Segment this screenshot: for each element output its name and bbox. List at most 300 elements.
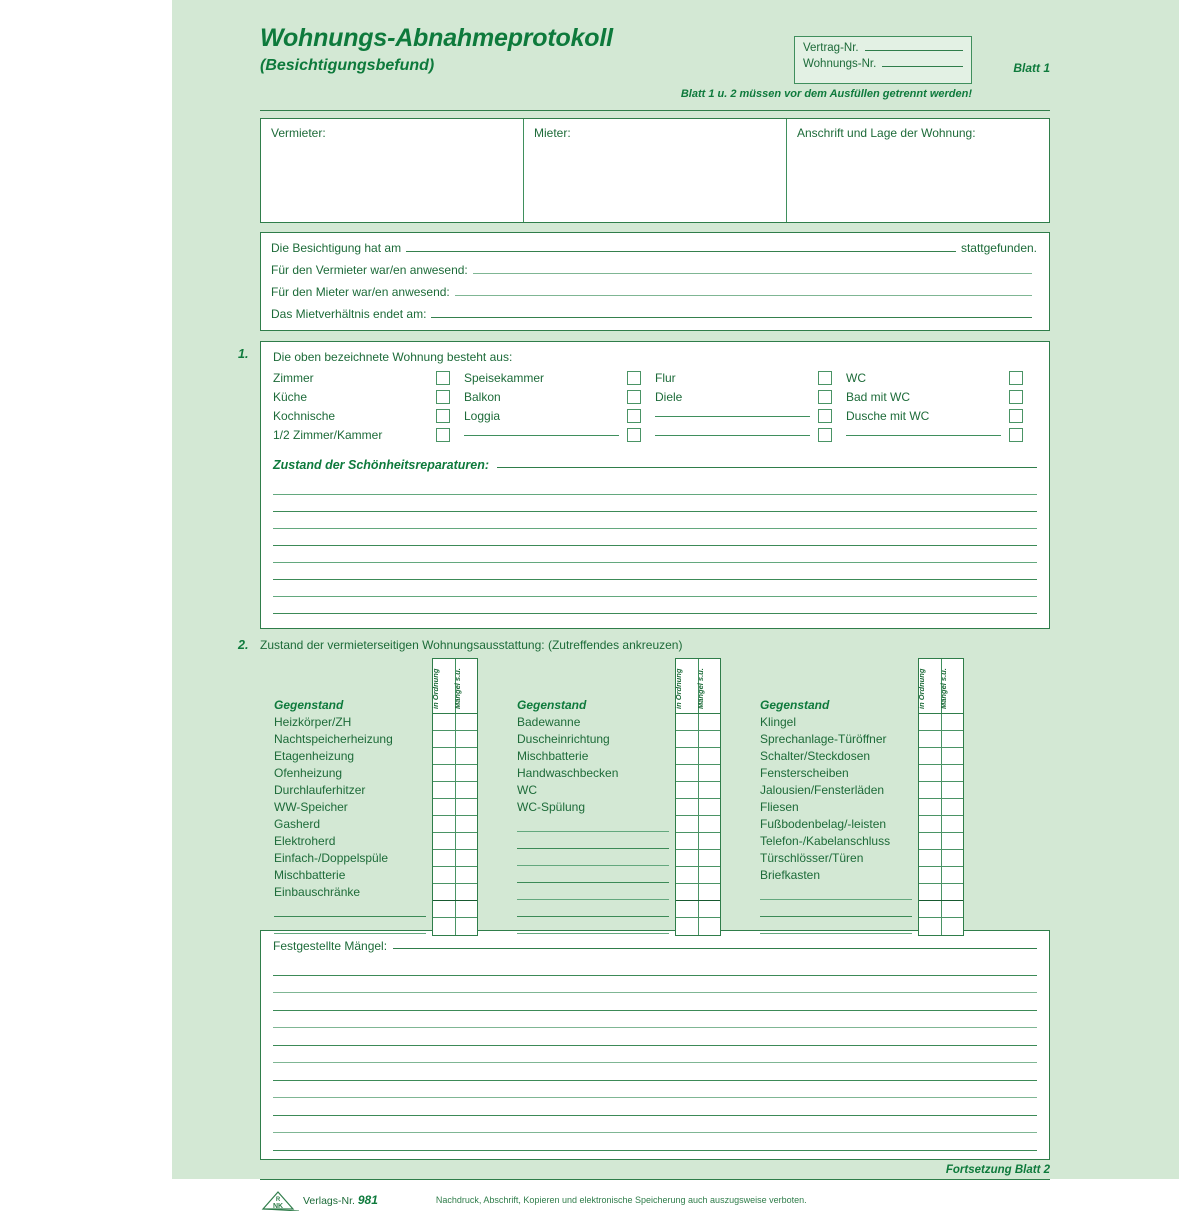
- equipment-item-label: Sprechanlage-Türöffner: [760, 731, 887, 746]
- room-option-blank-input[interactable]: [655, 416, 810, 417]
- checkbox-in-ordnung[interactable]: [919, 731, 942, 747]
- checkbox-maengel[interactable]: [456, 833, 478, 849]
- room-option[interactable]: [846, 428, 1037, 442]
- room-option[interactable]: [846, 371, 1037, 385]
- equipment-grid-header: [673, 659, 720, 714]
- checkbox-in-ordnung[interactable]: [676, 918, 699, 935]
- checkbox-maengel[interactable]: [699, 850, 721, 866]
- room-checkbox[interactable]: [627, 371, 641, 385]
- checkbox-maengel[interactable]: [942, 833, 964, 849]
- defects-box: [260, 930, 1050, 1160]
- wohnungs-nr-row: [803, 58, 963, 70]
- equipment-checkbox-grid: [675, 658, 721, 936]
- equipment-grid-row: [676, 714, 720, 731]
- equipment-grid-body: [433, 714, 477, 935]
- checkbox-maengel[interactable]: [456, 918, 478, 935]
- equipment-grid-row: [919, 799, 963, 816]
- writing-line[interactable]: [273, 546, 1037, 563]
- equipment-item-label: Handwaschbecken: [517, 765, 619, 780]
- inspection-box: [260, 232, 1050, 331]
- writing-line[interactable]: [273, 563, 1037, 580]
- checkbox-in-ordnung[interactable]: [676, 867, 699, 883]
- verlags-nr: 981: [357, 1192, 378, 1207]
- defects-first-input[interactable]: [393, 948, 1037, 949]
- room-checkbox[interactable]: [436, 409, 450, 423]
- checkbox-maengel[interactable]: [699, 765, 721, 781]
- decoration-state-input[interactable]: [497, 467, 1037, 468]
- defects-label: Festgestellte Mängel:: [273, 939, 388, 953]
- equipment-grid-row: [919, 884, 963, 901]
- section-1-box: [260, 341, 1050, 629]
- checkbox-in-ordnung[interactable]: [433, 731, 456, 747]
- column-header-in-ordnung-text: in Ordnung: [673, 668, 683, 709]
- equipment-column-header: Gegenstand: [517, 697, 587, 712]
- equipment-item-label: Fensterscheiben: [760, 765, 849, 780]
- equipment-blank-input[interactable]: [274, 917, 426, 934]
- checkbox-in-ordnung[interactable]: [676, 799, 699, 815]
- tenancy-end-label: Das Mietverhältnis endet am:: [271, 307, 427, 321]
- wohnungs-nr-label: Wohnungs-Nr.: [803, 58, 877, 70]
- room-option[interactable]: [655, 409, 846, 423]
- room-checkbox[interactable]: [627, 409, 641, 423]
- checkbox-maengel[interactable]: [942, 901, 964, 917]
- equipment-grid-header: [430, 659, 477, 714]
- equipment-item-label: Briefkasten: [760, 867, 821, 882]
- writing-line[interactable]: [273, 1046, 1037, 1064]
- checkbox-maengel[interactable]: [456, 765, 478, 781]
- checkbox-in-ordnung[interactable]: [676, 884, 699, 900]
- checkbox-in-ordnung[interactable]: [433, 901, 456, 917]
- checkbox-maengel[interactable]: [456, 731, 478, 747]
- writing-line[interactable]: [273, 1063, 1037, 1081]
- room-option-label: Speisekammer: [464, 371, 545, 385]
- equipment-grid-row: [919, 731, 963, 748]
- equipment-grid-row: [676, 799, 720, 816]
- room-checkbox[interactable]: [1009, 371, 1023, 385]
- equipment-grid-row: [919, 765, 963, 782]
- checkbox-maengel[interactable]: [456, 867, 478, 883]
- room-checkbox[interactable]: [818, 371, 832, 385]
- checkbox-in-ordnung[interactable]: [919, 833, 942, 849]
- room-option[interactable]: [273, 371, 464, 385]
- wohnungs-nr-input[interactable]: [882, 66, 963, 67]
- checkbox-in-ordnung[interactable]: [676, 833, 699, 849]
- landlord-present-label: Für den Vermieter war/en anwesend:: [271, 263, 468, 277]
- room-option[interactable]: [273, 390, 464, 404]
- equipment-grid-row: [919, 748, 963, 765]
- decoration-state-label: Zustand der Schönheitsreparaturen:: [273, 458, 490, 472]
- equipment-grid-row: [919, 901, 963, 918]
- checkbox-maengel[interactable]: [456, 748, 478, 764]
- room-option[interactable]: [273, 428, 464, 442]
- equipment-item-label: WC: [517, 782, 537, 797]
- checkbox-in-ordnung[interactable]: [676, 748, 699, 764]
- equipment-item-label: Jalousien/Fensterläden: [760, 782, 885, 797]
- svg-text:R: R: [275, 1196, 281, 1203]
- checkbox-maengel[interactable]: [699, 782, 721, 798]
- equipment-grid-row: [433, 748, 477, 765]
- column-header-maengel-text: Mängel s.u.: [696, 668, 706, 709]
- room-option-label: 1/2 Zimmer/Kammer: [273, 428, 383, 442]
- parties-box: [260, 118, 1050, 223]
- equipment-grid-row: [433, 782, 477, 799]
- room-option-label: Küche: [273, 390, 308, 404]
- checkbox-maengel[interactable]: [942, 731, 964, 747]
- equipment-item-label: Schalter/Steckdosen: [760, 748, 871, 763]
- equipment-column: [260, 658, 493, 920]
- room-checkbox[interactable]: [818, 409, 832, 423]
- room-checkbox[interactable]: [1009, 428, 1023, 442]
- section-2-lead: Zustand der vermieterseitigen Wohnungsausstattung: (Zutreffendes ankreuzen): [260, 638, 683, 652]
- room-option[interactable]: [273, 409, 464, 423]
- checkbox-maengel[interactable]: [699, 816, 721, 832]
- equipment-item-label: Fußbodenbelag/-leisten: [760, 816, 887, 831]
- checkbox-in-ordnung[interactable]: [433, 799, 456, 815]
- equipment-grid-row: [433, 731, 477, 748]
- equipment-blank-input[interactable]: [760, 917, 912, 934]
- checkbox-in-ordnung[interactable]: [676, 901, 699, 917]
- checkbox-in-ordnung[interactable]: [919, 799, 942, 815]
- room-checkbox[interactable]: [436, 428, 450, 442]
- writing-line[interactable]: [273, 1011, 1037, 1029]
- publisher-logo-icon: [260, 1189, 300, 1211]
- checkbox-in-ordnung[interactable]: [919, 901, 942, 917]
- separation-note: Blatt 1 u. 2 müssen vor dem Ausfüllen getrennt werden!: [680, 88, 972, 100]
- tenant-field[interactable]: [524, 119, 787, 222]
- equipment-item-label: Duscheinrichtung: [517, 731, 610, 746]
- room-option[interactable]: [464, 428, 655, 442]
- equipment-grid-row: [919, 816, 963, 833]
- inspection-date-input[interactable]: [406, 251, 956, 252]
- equipment-checkbox-grid: [918, 658, 964, 936]
- equipment-item-label: Badewanne: [517, 714, 581, 729]
- equipment-grid-row: [676, 731, 720, 748]
- equipment-grid-row: [433, 884, 477, 901]
- room-option-blank-input[interactable]: [846, 435, 1001, 436]
- equipment-grid-row: [919, 867, 963, 884]
- column-header-maengel-text: Mängel s.u.: [453, 668, 463, 709]
- room-option[interactable]: [655, 390, 846, 404]
- defects-writing-lines: [273, 958, 1037, 1151]
- room-checkbox[interactable]: [1009, 409, 1023, 423]
- column-header-maengel: [453, 659, 478, 713]
- checkbox-in-ordnung[interactable]: [919, 816, 942, 832]
- checkbox-in-ordnung[interactable]: [919, 884, 942, 900]
- equipment-item-label: Mischbatterie: [274, 867, 346, 882]
- room-option-label: Diele: [655, 390, 683, 404]
- checkbox-in-ordnung[interactable]: [676, 850, 699, 866]
- equipment-grid-row: [676, 833, 720, 850]
- checkbox-maengel[interactable]: [699, 731, 721, 747]
- room-checkbox[interactable]: [436, 371, 450, 385]
- inspection-date-tail: stattgefunden.: [960, 241, 1037, 255]
- equipment-item-label: Durchlauferhitzer: [274, 782, 366, 797]
- equipment-item-label: Telefon-/Kabelanschluss: [760, 833, 891, 848]
- checkbox-in-ordnung[interactable]: [676, 731, 699, 747]
- inspection-date-row: [271, 241, 1037, 255]
- equipment-grid-row: [433, 833, 477, 850]
- checkbox-maengel[interactable]: [456, 850, 478, 866]
- equipment-column: [746, 658, 979, 920]
- room-option[interactable]: [464, 390, 655, 404]
- footer-divider: [260, 1179, 1050, 1180]
- writing-line[interactable]: [273, 1098, 1037, 1116]
- checkbox-maengel[interactable]: [699, 833, 721, 849]
- equipment-checkbox-grid: [432, 658, 478, 936]
- equipment-grid-row: [676, 884, 720, 901]
- writing-line[interactable]: [273, 1116, 1037, 1134]
- checkbox-maengel[interactable]: [456, 714, 478, 730]
- vertrag-nr-input[interactable]: [865, 50, 963, 51]
- address-label: Anschrift und Lage der Wohnung:: [797, 126, 976, 140]
- room-option-label: Balkon: [464, 390, 501, 404]
- checkbox-in-ordnung[interactable]: [433, 765, 456, 781]
- checkbox-in-ordnung[interactable]: [919, 918, 942, 935]
- section-2-number: 2.: [238, 638, 249, 652]
- checkbox-maengel[interactable]: [942, 714, 964, 730]
- checkbox-maengel[interactable]: [699, 748, 721, 764]
- equipment-blank-input[interactable]: [517, 900, 669, 917]
- writing-line[interactable]: [273, 958, 1037, 976]
- equipment-grid-row: [433, 714, 477, 731]
- page-title: Wohnungs-Abnahmeprotokoll: [260, 24, 613, 52]
- tenancy-end-input[interactable]: [431, 317, 1032, 318]
- writing-line[interactable]: [273, 1133, 1037, 1151]
- equipment-grid-header: [916, 659, 963, 714]
- checkbox-in-ordnung[interactable]: [676, 765, 699, 781]
- landlord-present-row: [271, 263, 1037, 277]
- checkbox-in-ordnung[interactable]: [433, 714, 456, 730]
- equipment-item-label: Nachtspeicherheizung: [274, 731, 393, 746]
- tenant-label: Mieter:: [534, 126, 571, 140]
- landlord-label: Vermieter:: [271, 126, 326, 140]
- equipment-blank-input[interactable]: [274, 900, 426, 917]
- room-checkbox[interactable]: [627, 390, 641, 404]
- checkbox-in-ordnung[interactable]: [433, 850, 456, 866]
- writing-line[interactable]: [273, 529, 1037, 546]
- room-option[interactable]: [846, 409, 1037, 423]
- checkbox-in-ordnung[interactable]: [433, 833, 456, 849]
- equipment-blank-input[interactable]: [517, 917, 669, 934]
- equipment-blank-input[interactable]: [760, 900, 912, 917]
- equipment-grid-row: [919, 833, 963, 850]
- landlord-field[interactable]: [261, 119, 524, 222]
- equipment-label-list: [517, 696, 669, 934]
- checkbox-in-ordnung[interactable]: [433, 884, 456, 900]
- room-option-blank-input[interactable]: [655, 435, 810, 436]
- tenant-present-input[interactable]: [455, 295, 1032, 296]
- landlord-present-input[interactable]: [473, 273, 1032, 274]
- equipment-item-label: Heizkörper/ZH: [274, 714, 352, 729]
- room-option[interactable]: [655, 371, 846, 385]
- checkbox-in-ordnung[interactable]: [676, 782, 699, 798]
- writing-line[interactable]: [273, 993, 1037, 1011]
- checkbox-maengel[interactable]: [942, 867, 964, 883]
- room-option-label: Kochnische: [273, 409, 336, 423]
- room-option-label: Loggia: [464, 409, 501, 423]
- checkbox-in-ordnung[interactable]: [919, 765, 942, 781]
- equipment-grid-row: [433, 765, 477, 782]
- equipment-item-label: Elektroherd: [274, 833, 336, 848]
- equipment-item-label: Einfach-/Doppelspüle: [274, 850, 389, 865]
- equipment-grid-row: [433, 850, 477, 867]
- equipment-item-label: Gasherd: [274, 816, 321, 831]
- checkbox-in-ordnung[interactable]: [433, 867, 456, 883]
- equipment-grid-row: [676, 765, 720, 782]
- section-1-number: 1.: [238, 347, 249, 361]
- column-header-maengel: [696, 659, 721, 713]
- equipment-grid-body: [919, 714, 963, 935]
- copyright-note: Nachdruck, Abschrift, Kopieren und elektronische Speicherung auch auszugsweise verboten.: [435, 1194, 807, 1205]
- writing-line[interactable]: [273, 495, 1037, 512]
- sheet-number-label: Blatt 1: [1013, 61, 1050, 75]
- inspection-date-label: Die Besichtigung hat am: [271, 241, 402, 255]
- equipment-item-label: Einbauschränke: [274, 884, 361, 899]
- title-divider: [260, 110, 1050, 111]
- defects-header-row: [273, 939, 1037, 953]
- equipment-blank-input[interactable]: [517, 849, 669, 866]
- checkbox-in-ordnung[interactable]: [919, 714, 942, 730]
- form-sheet: [172, 0, 1179, 1210]
- room-option[interactable]: [464, 409, 655, 423]
- room-checkbox[interactable]: [818, 390, 832, 404]
- checkbox-in-ordnung[interactable]: [433, 782, 456, 798]
- checkbox-maengel[interactable]: [456, 799, 478, 815]
- equipment-label-list: [760, 696, 912, 934]
- equipment-item-label: Türschlösser/Türen: [760, 850, 864, 865]
- column-header-in-ordnung-text: in Ordnung: [916, 668, 926, 709]
- checkbox-in-ordnung[interactable]: [919, 867, 942, 883]
- checkbox-in-ordnung[interactable]: [919, 782, 942, 798]
- section-1-lead: Die oben bezeichnete Wohnung besteht aus:: [273, 350, 513, 364]
- verlags-label: Verlags-Nr.: [303, 1194, 355, 1207]
- checkbox-maengel[interactable]: [942, 765, 964, 781]
- checkbox-maengel[interactable]: [456, 901, 478, 917]
- checkbox-maengel[interactable]: [942, 782, 964, 798]
- room-option[interactable]: [846, 390, 1037, 404]
- room-option[interactable]: [655, 428, 846, 442]
- address-field[interactable]: [787, 119, 1049, 222]
- contract-number-box: [794, 36, 972, 84]
- section-2-header: [238, 638, 1050, 652]
- checkbox-maengel[interactable]: [456, 884, 478, 900]
- checkbox-maengel[interactable]: [942, 918, 964, 935]
- room-option-label: Flur: [655, 371, 676, 385]
- equipment-blank-input[interactable]: [517, 815, 669, 832]
- page-subtitle: (Besichtigungsbefund): [260, 57, 435, 74]
- equipment-grid-row: [433, 867, 477, 884]
- writing-line[interactable]: [273, 976, 1037, 994]
- equipment-column: [503, 658, 736, 920]
- svg-text:NK: NK: [272, 1202, 284, 1210]
- checkbox-maengel[interactable]: [942, 799, 964, 815]
- writing-line[interactable]: [273, 1081, 1037, 1099]
- writing-line[interactable]: [273, 478, 1037, 495]
- equipment-grid-row: [676, 918, 720, 935]
- checkbox-maengel[interactable]: [942, 850, 964, 866]
- equipment-grid-row: [433, 901, 477, 918]
- checkbox-maengel[interactable]: [456, 782, 478, 798]
- equipment-grid-row: [919, 918, 963, 935]
- equipment-item-label: Ofenheizung: [274, 765, 343, 780]
- checkbox-maengel[interactable]: [699, 901, 721, 917]
- equipment-grid-row: [676, 850, 720, 867]
- column-header-in-ordnung-text: in Ordnung: [430, 668, 440, 709]
- tenant-present-row: [271, 285, 1037, 299]
- checkbox-in-ordnung[interactable]: [676, 714, 699, 730]
- checkbox-in-ordnung[interactable]: [433, 816, 456, 832]
- checkbox-maengel[interactable]: [942, 816, 964, 832]
- form-header: [260, 26, 1050, 106]
- equipment-blank-input[interactable]: [517, 883, 669, 900]
- room-option-label: Dusche mit WC: [846, 409, 930, 423]
- equipment-grid-row: [433, 799, 477, 816]
- equipment-item-label: WW-Speicher: [274, 799, 348, 814]
- vertrag-nr-row: [803, 42, 963, 54]
- equipment-blank-input[interactable]: [517, 866, 669, 883]
- equipment-item-label: WC-Spülung: [517, 799, 586, 814]
- equipment-grid-row: [676, 901, 720, 918]
- equipment-item-label: Fliesen: [760, 799, 799, 814]
- equipment-table: [260, 658, 1050, 920]
- room-checkbox[interactable]: [627, 428, 641, 442]
- room-option-blank-input[interactable]: [464, 435, 619, 436]
- equipment-grid-row: [676, 782, 720, 799]
- checkbox-maengel[interactable]: [456, 816, 478, 832]
- equipment-blank-input[interactable]: [760, 883, 912, 900]
- equipment-grid-row: [433, 918, 477, 935]
- writing-line[interactable]: [273, 580, 1037, 597]
- equipment-item-label: Etagenheizung: [274, 748, 355, 763]
- equipment-label-list: [274, 696, 426, 934]
- checkbox-in-ordnung[interactable]: [433, 918, 456, 935]
- equipment-grid-body: [676, 714, 720, 935]
- publisher-number: [303, 1193, 378, 1207]
- checkbox-maengel[interactable]: [942, 884, 964, 900]
- vertrag-nr-label: Vertrag-Nr.: [803, 42, 859, 54]
- room-checkbox[interactable]: [436, 390, 450, 404]
- writing-line[interactable]: [273, 597, 1037, 614]
- checkbox-maengel[interactable]: [699, 867, 721, 883]
- checkbox-in-ordnung[interactable]: [433, 748, 456, 764]
- room-option-label: WC: [846, 371, 866, 385]
- room-checkbox[interactable]: [818, 428, 832, 442]
- checkbox-maengel[interactable]: [699, 918, 721, 935]
- checkbox-maengel[interactable]: [699, 799, 721, 815]
- equipment-item-label: Klingel: [760, 714, 797, 729]
- continuation-note: Fortsetzung Blatt 2: [945, 1163, 1050, 1176]
- equipment-column-header: Gegenstand: [274, 697, 344, 712]
- equipment-grid-row: [676, 867, 720, 884]
- equipment-grid-row: [433, 816, 477, 833]
- checkbox-maengel[interactable]: [942, 748, 964, 764]
- checkbox-maengel[interactable]: [699, 884, 721, 900]
- checkbox-in-ordnung[interactable]: [919, 850, 942, 866]
- room-option[interactable]: [464, 371, 655, 385]
- equipment-blank-input[interactable]: [517, 832, 669, 849]
- checkbox-maengel[interactable]: [699, 714, 721, 730]
- form-footer: [260, 1189, 1050, 1211]
- checkbox-in-ordnung[interactable]: [676, 816, 699, 832]
- checkbox-in-ordnung[interactable]: [919, 748, 942, 764]
- writing-line[interactable]: [273, 1028, 1037, 1046]
- tenant-present-label: Für den Mieter war/en anwesend:: [271, 285, 450, 299]
- writing-line[interactable]: [273, 512, 1037, 529]
- equipment-grid-row: [919, 782, 963, 799]
- column-header-maengel-text: Mängel s.u.: [939, 668, 949, 709]
- room-checkbox[interactable]: [1009, 390, 1023, 404]
- equipment-grid-row: [676, 816, 720, 833]
